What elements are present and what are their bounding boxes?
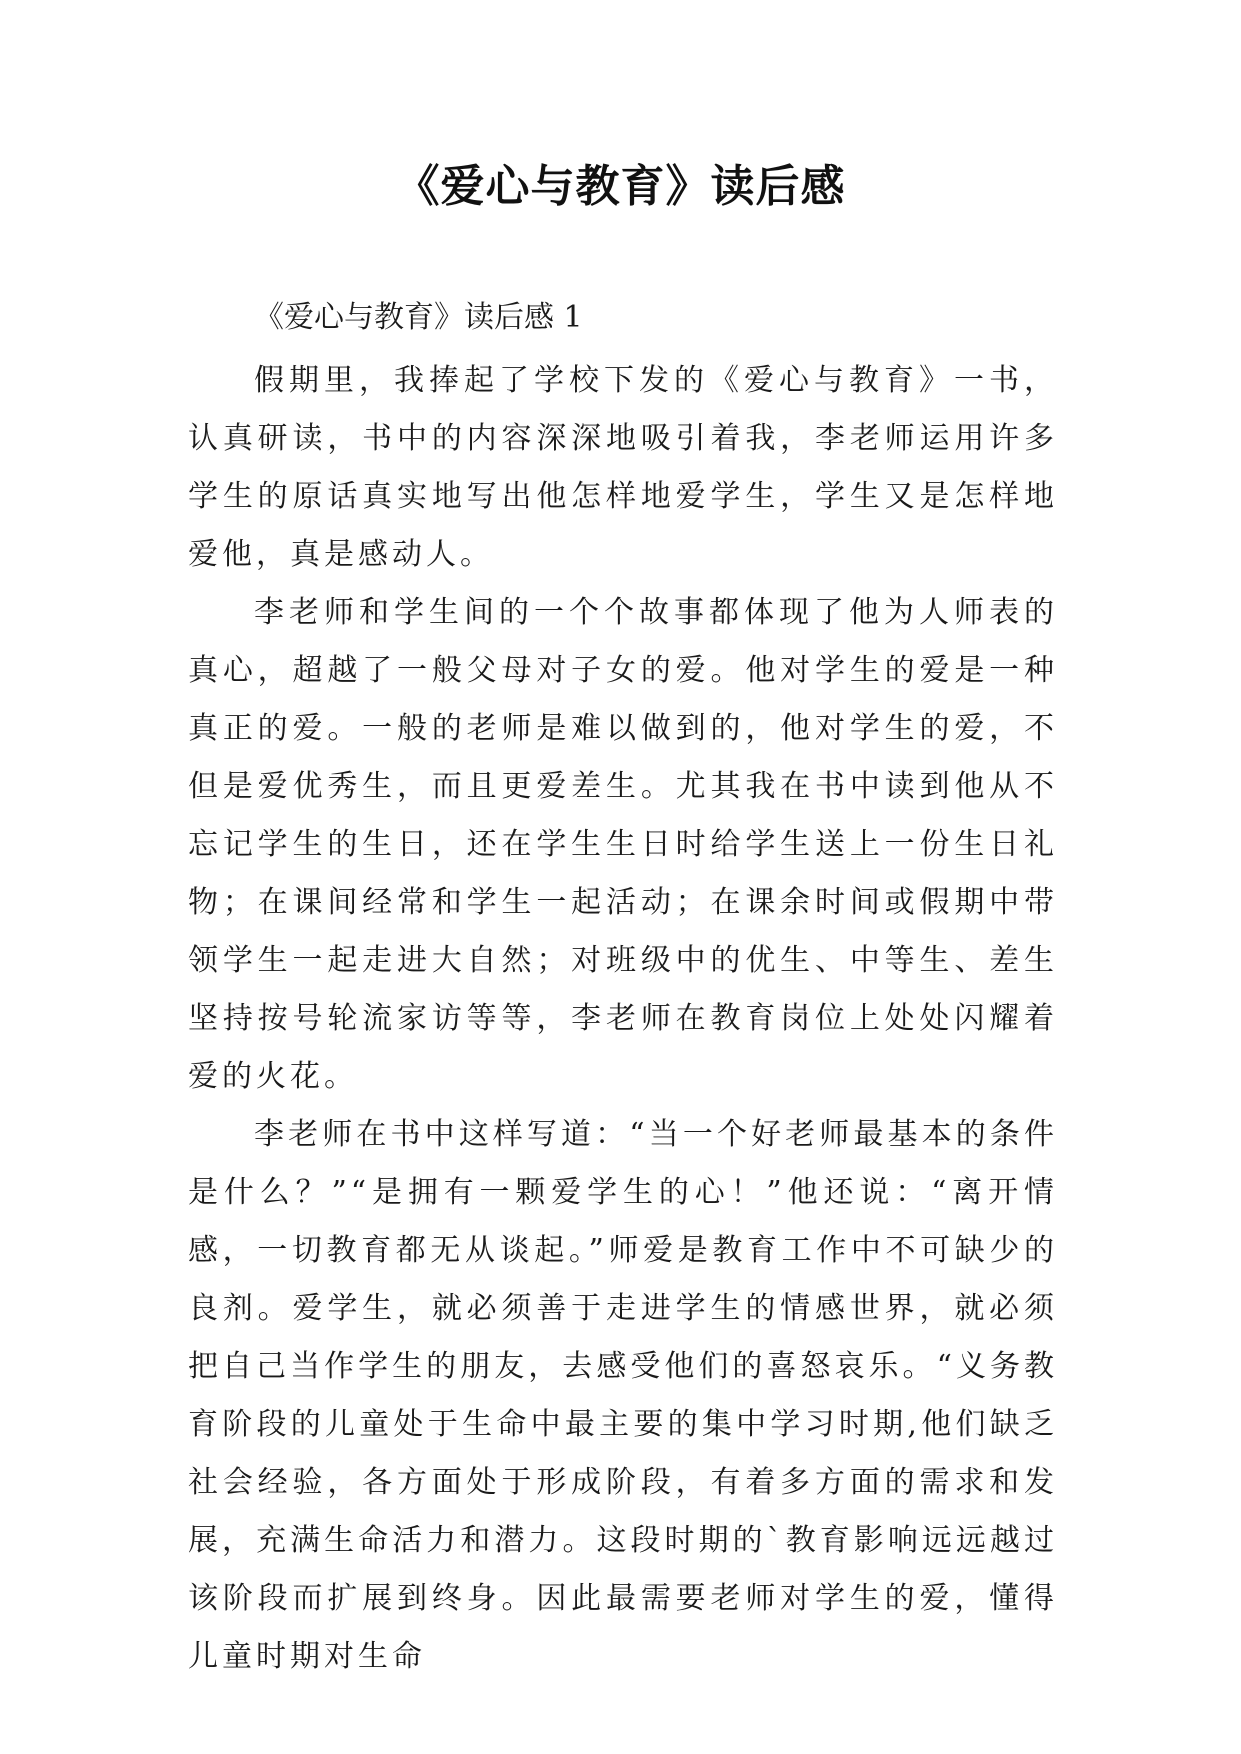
document-title: 《爱心与教育》读后感 (395, 161, 846, 212)
paragraph-3: 李老师在书中这样写道：“当一个好老师最基本的条件是什么？”“是拥有一颗爱学生的心！”他还说：“离开情感，一切教育都无从谈起。”师爱是教育工作中不可缺少的良剂。爱学生，就必须善于走进学生的情感世界，就必须把自己当作学生的朋友，去感受他们的喜怒哀乐。“义务教育阶段的儿童处于生命中最主要的集中学习时期,他们缺乏社会经验，各方面处于形成阶段，有着多方面的需求和发展，充满生命活力和潜力。这段时期的`教育影响远远越过该阶段而扩展到终身。因此最需要老师对学生的爱，懂得儿童时期对生命 (188, 1117, 1058, 1674)
paragraph-1: 假期里，我捧起了学校下发的《爱心与教育》一书，认真研读，书中的内容深深地吸引着我，李老师运用许多学生的原话真实地写出他怎样地爱学生，学生又是怎样地爱他，真是感动人。 (188, 363, 1058, 572)
section-heading: 《爱心与教育》读后感 1 (254, 300, 583, 335)
document-body (188, 290, 1058, 1686)
paragraph-2: 李老师和学生间的一个个故事都体现了他为人师表的真心，超越了一般父母对子女的爱。他对学生的爱是一种真正的爱。一般的老师是难以做到的，他对学生的爱，不但是爱优秀生，而且更爱差生。尤其我在书中读到他从不忘记学生的生日，还在学生生日时给学生送上一份生日礼物；在课间经常和学生一起活动；在课余时间或假期中带领学生一起走进大自然；对班级中的优生、中等生、差生坚持按号轮流家访等等，李老师在教育岗位上处处闪耀着爱的火花。 (188, 595, 1058, 1094)
